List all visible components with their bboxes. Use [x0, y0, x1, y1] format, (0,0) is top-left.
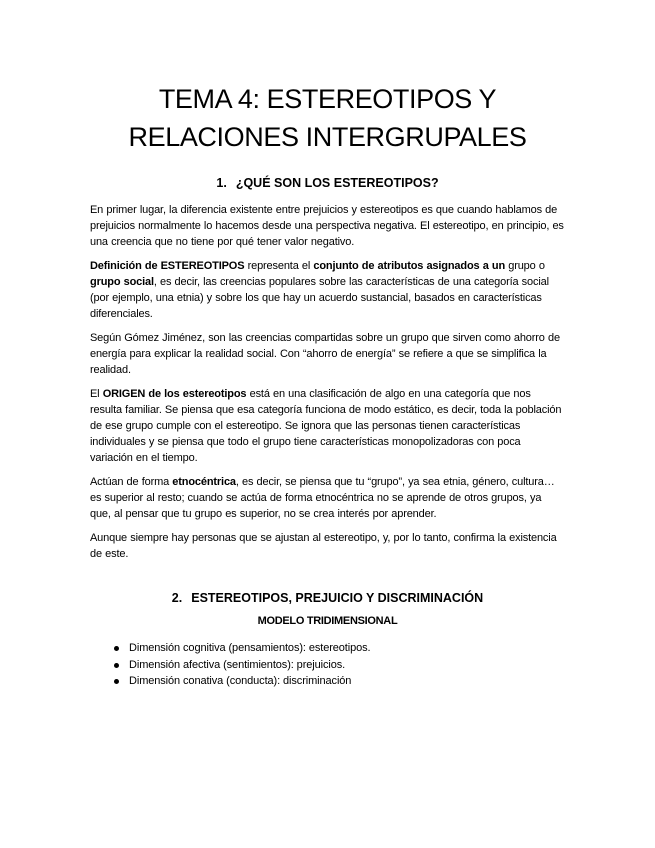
- paragraph-4-text-2: está en una clasificación de algo en una categoría que nos resulta familiar. Se piensa que esa categoría funciona de modo estático, es decir, toda la población de ese grupo cumple con el estereotipo. Se ignora que las personas tienen características individuales y se piensa que todo el grupo tiene características monopolizadoras con poca variación en el tiempo.: [90, 388, 562, 464]
- list-item-text: Dimensión afectiva (sentimientos): prejuicios.: [129, 658, 346, 671]
- section-2-subheading: MODELO TRIDIMENSIONAL: [257, 615, 398, 627]
- list-item: [116, 640, 565, 657]
- section-2-title: ESTEREOTIPOS, PREJUICIO Y DISCRIMINACIÓN: [191, 591, 484, 605]
- section-1-number: 1.: [216, 176, 227, 190]
- section-2-number: 2.: [171, 591, 183, 605]
- paragraph-2-text-3: , es decir, las creencias populares sobre las características de una categoría social (por ejemplo, una etnia) y sobre los que hay un acuerdo sustancial, basados en características diferenciales.: [90, 276, 549, 320]
- section-1-heading: [90, 175, 565, 191]
- paragraph-5: [90, 474, 565, 522]
- paragraph-2-text-1: representa el: [244, 260, 314, 272]
- bullet-icon: [114, 663, 119, 668]
- list-item-text: Dimensión cognitiva (pensamientos): estereotipos.: [129, 642, 371, 654]
- paragraph-2-bold-2: conjunto de atributos asignados a un: [313, 260, 506, 272]
- dimension-list: [90, 640, 565, 690]
- paragraph-2-bold-3: grupo social: [90, 276, 154, 288]
- bullet-icon: [114, 646, 119, 651]
- list-item: [116, 673, 565, 690]
- paragraph-5-text-2: , es decir, se piensa que tu “grupo”, ya sea etnia, género, cultura… es superior al resto; cuando se actúa de forma etnocéntrica no se aprende de otros grupos, ya que, al pensar que tu grupo es superior, no se crea interés por aprender.: [90, 476, 555, 520]
- section-2-heading: [90, 590, 565, 606]
- paragraph-4-bold-1: ORIGEN de los estereotipos: [102, 388, 247, 400]
- section-1-title: ¿QUÉ SON LOS ESTEREOTIPOS?: [235, 176, 439, 190]
- list-item-text: Dimensión conativa (conducta): discriminación: [129, 675, 352, 687]
- paragraph-5-text-1: Actúan de forma: [90, 476, 173, 488]
- paragraph-4: [90, 386, 565, 466]
- paragraph-2-text-2: grupo o: [505, 260, 545, 272]
- document-title: TEMA 4: ESTEREOTIPOS Y RELACIONES INTERGRUPALES: [128, 84, 527, 152]
- list-item: [116, 657, 565, 674]
- bullet-icon: [114, 679, 119, 684]
- paragraph-5-bold-1: etnocéntrica: [172, 476, 236, 488]
- paragraph-2: [90, 258, 565, 322]
- paragraph-2-bold-1: Definición de ESTEREOTIPOS: [90, 260, 245, 272]
- paragraph-1: En primer lugar, la diferencia existente entre prejuicios y estereotipos es que cuando hablamos de prejuicios normalmente lo hacemos desde una perspectiva negativa. El estereotipo, en principio, es una creencia que no tiene por qué tener valor negativo.: [90, 204, 564, 248]
- paragraph-3: Según Gómez Jiménez, son las creencias compartidas sobre un grupo que sirven como ahorro de energía para explicar la realidad social. Con “ahorro de energía” se refiere a que se simplifica la realidad.: [90, 332, 560, 376]
- paragraph-6: Aunque siempre hay personas que se ajustan al estereotipo, y, por lo tanto, confirma la existencia de este.: [90, 532, 557, 560]
- paragraph-4-text-1: El: [90, 388, 103, 400]
